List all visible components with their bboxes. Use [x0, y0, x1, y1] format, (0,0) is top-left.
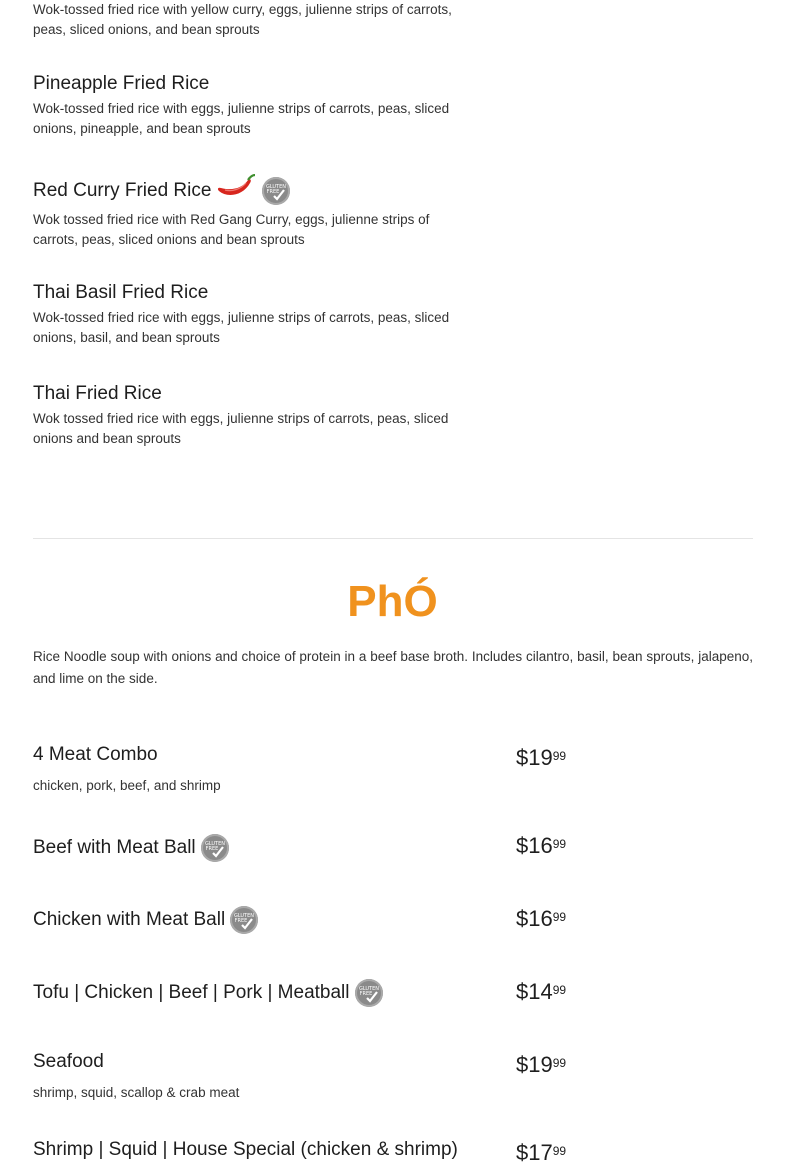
item-title-row: [33, 906, 473, 934]
item-title: Shrimp | Squid | House Special (chicken & shrimp): [33, 1139, 458, 1160]
menu-item: [33, 743, 473, 796]
chili-pepper-icon: [217, 174, 257, 207]
price-cents: 99: [552, 1056, 567, 1070]
item-title-row: [33, 834, 473, 862]
price-dollars: $14: [516, 979, 553, 1004]
gluten-free-icon: [201, 834, 229, 862]
price-dollars: $19: [516, 745, 553, 770]
gluten-free-icon: [230, 906, 258, 934]
svg-text:FREE: FREE: [234, 918, 248, 924]
price-dollars: $19: [516, 1052, 553, 1077]
price-cents: 99: [552, 837, 567, 851]
svg-text:GLUTEN: GLUTEN: [234, 913, 255, 919]
item-title: 4 Meat Combo: [33, 744, 158, 765]
item-title: Red Curry Fried Rice: [33, 179, 212, 201]
price-cents: 99: [552, 1144, 567, 1158]
menu-item: [33, 834, 473, 862]
item-title-row: [33, 174, 473, 207]
menu-item: [33, 1050, 473, 1103]
menu-item: [33, 1138, 503, 1162]
item-price: [516, 833, 566, 859]
item-price: [516, 979, 566, 1005]
menu-item: [33, 906, 473, 934]
item-price: [516, 1140, 566, 1166]
item-description: Wok-tossed fried rice with eggs, julienne strips of carrots, peas, sliced onions, pineapple, and bean sprouts: [33, 101, 450, 136]
item-title: Thai Basil Fried Rice: [33, 282, 209, 303]
price-cents: 99: [552, 983, 567, 997]
item-description: chicken, pork, beef, and shrimp: [33, 778, 221, 793]
menu-item: [33, 72, 473, 139]
price-dollars: $17: [516, 1140, 553, 1165]
gluten-free-icon: [355, 979, 383, 1007]
menu-item: [33, 174, 473, 250]
svg-text:FREE: FREE: [359, 991, 372, 997]
svg-text:FREE: FREE: [267, 188, 280, 195]
item-description: Wok tossed fried rice with Red Gang Curry, eggs, julienne strips of carrots, peas, sliced onions and bean sprouts: [33, 212, 430, 247]
item-price: [516, 1052, 566, 1078]
item-description: Wok-tossed fried rice with eggs, julienne strips of carrots, peas, sliced onions, basil, and bean sprouts: [33, 310, 450, 345]
price-dollars: $16: [516, 833, 553, 858]
svg-text:FREE: FREE: [205, 846, 218, 852]
price-cents: 99: [552, 910, 567, 924]
menu-item: [33, 382, 473, 449]
svg-text:GLUTEN: GLUTEN: [358, 986, 379, 992]
item-title: Chicken with Meat Ball: [33, 909, 226, 930]
section-divider: [33, 538, 753, 539]
item-price: [516, 906, 566, 932]
section-title: PhÓ: [347, 577, 438, 626]
item-title-row: [33, 979, 473, 1007]
item-title: Thai Fried Rice: [33, 383, 162, 404]
item-price: [516, 745, 566, 771]
price-cents: 99: [552, 749, 567, 763]
item-title: Seafood: [33, 1051, 104, 1072]
section-description: Rice Noodle soup with onions and choice of protein in a beef base broth. Includes cilantro, basil, bean sprouts, jalapeno, and lime on the side.: [33, 649, 753, 686]
item-title: Pineapple Fried Rice: [33, 73, 210, 94]
price-dollars: $16: [516, 906, 553, 931]
menu-item: [33, 281, 473, 348]
item-description: shrimp, squid, scallop & crab meat: [33, 1085, 240, 1100]
svg-text:GLUTEN: GLUTEN: [204, 841, 225, 847]
item-description: Wok tossed fried rice with eggs, julienne strips of carrots, peas, sliced onions and bean sprouts: [33, 411, 449, 446]
menu-item: [33, 979, 473, 1007]
item-title: Beef with Meat Ball: [33, 837, 196, 858]
item-description: Wok-tossed fried rice with yellow curry, eggs, julienne strips of carrots, peas, sliced onions, and bean sprouts: [33, 2, 452, 37]
gluten-free-icon: [262, 177, 290, 205]
menu-item: [33, 0, 473, 40]
svg-text:GLUTEN: GLUTEN: [266, 183, 287, 190]
item-title: Tofu | Chicken | Beef | Pork | Meatball: [33, 982, 350, 1003]
